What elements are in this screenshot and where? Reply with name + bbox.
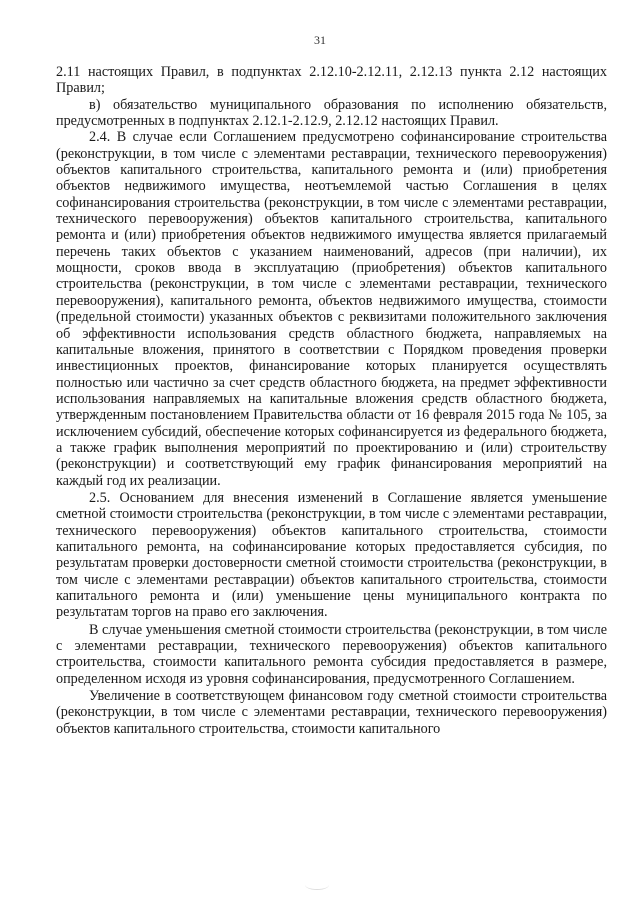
paragraph-continuation: 2.11 настоящих Правил, в подпунктах 2.12.10-2.12.11, 2.12.13 пункта 2.12 настоящих Правил; [56, 64, 607, 97]
paragraph-2-5: 2.5. Основанием для внесения изменений в Соглашение является уменьшение сметной стоимости строительства (реконструкции, в том числе с элементами реставрации, технического перевооружения) объектов капитального строительства, стоимости капитального ремонта, на софинансирование которых предоставляется субсидия, по результатам проверки достоверности сметной стоимости строительства (реконструкции, в том числе с элементами реставрации) объектов капитального строительства, стоимости капитального ремонта и (или) уменьшение цены муниципального контракта по результатам торгов на право его заключения. [56, 489, 607, 621]
document-body [56, 64, 607, 737]
paragraph-2-4: 2.4. В случае если Соглашением предусмотрено софинансирование строительства (реконструкции, в том числе с элементами реставрации, технического перевооружения) объектов капитального строительства, капитального ремонта и (или) приобретения объектов недвижимого имущества, неотъемлемой частью Соглашения в целях софинансирования строительства (реконструкции, в том числе с элементами реставрации, технического перевооружения) объектов капитального строительства, капитального ремонта и (или) приобретения объектов недвижимого имущества является прилагаемый перечень таких объектов с указанием наименований, адресов (при наличии), их мощности, сроков ввода в эксплуатацию (приобретения) объектов капитального строительства (реконструкции, в том числе с элементами реставрации, технического перевооружения), капитального ремонта, объектов недвижимого имущества, стоимости (предельной стоимости) указанных объектов с реквизитами положительного заключения об эффективности использования средств областного бюджета, направляемых на капитальные вложения, принятого в соответствии с Порядком проведения проверки инвестиционных проектов, финансирование которых планируется осуществлять полностью или частично за счет средств областного бюджета, на предмет эффективности использования направляемых на капитальные вложения средств областного бюджета, утвержденным постановлением Правительства области от 16 февраля 2015 года № 105, за исключением субсидий, обеспечение которых софинансируется из федерального бюджета, а также график выполнения мероприятий по проектированию и (или) строительству (реконструкции) и соответствующий ему график финансирования мероприятий на каждый год их реализации. [56, 129, 607, 489]
page-number: 31 [314, 33, 326, 47]
paragraph-cost-reduction: В случае уменьшения сметной стоимости строительства (реконструкции, в том числе с элементами реставрации, технического перевооружения) объектов капитального строительства, стоимости капитального ремонта субсидия предоставляется в размере, определенном исходя из уровня софинансирования, предусмотренного Соглашением. [56, 621, 607, 687]
paragraph-cost-increase: Увеличение в соответствующем финансовом году сметной стоимости строительства (реконструкции, в том числе с элементами реставрации, технического перевооружения) объектов капитального строительства, стоимости капитального [56, 688, 607, 737]
paragraph-item-v: в) обязательство муниципального образования по исполнению обязательств, предусмотренных в подпунктах 2.12.1-2.12.9, 2.12.12 настоящих Правил. [56, 96, 607, 130]
scan-mark [305, 880, 329, 890]
